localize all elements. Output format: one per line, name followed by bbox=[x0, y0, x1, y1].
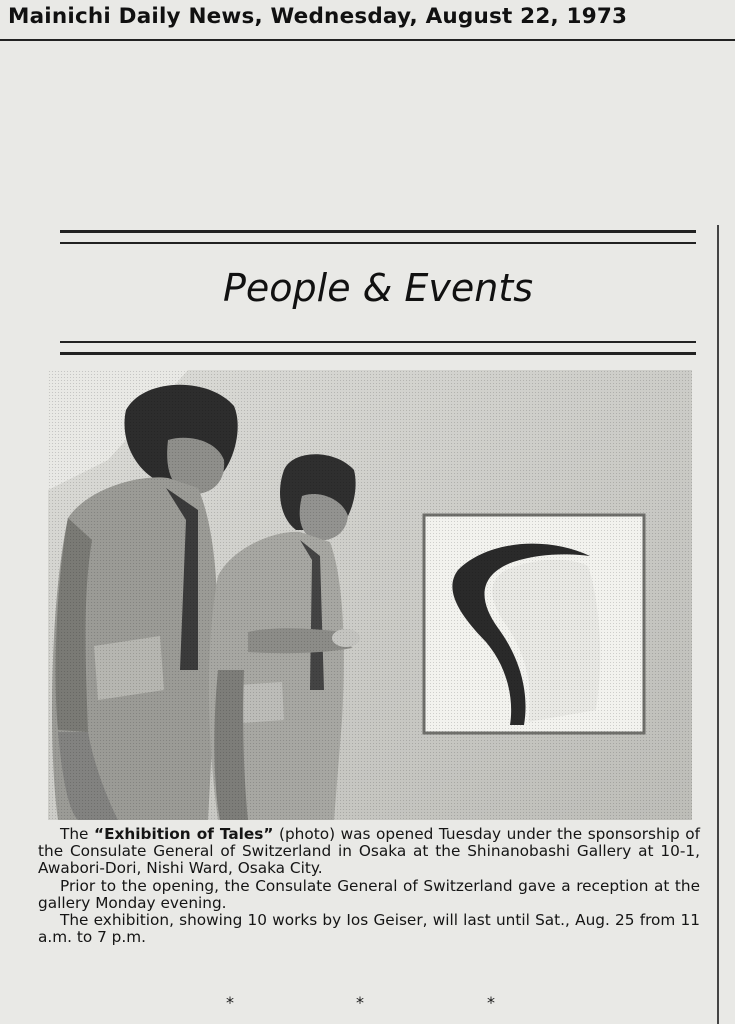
section-title: People & Events bbox=[222, 266, 534, 310]
exhibition-title: “Exhibition of Tales” bbox=[94, 825, 274, 843]
article-paragraph-1-text: (photo) was opened Tuesday under the sponsorship of the Consulate General of Switzerland in Osaka at the Shinanobashi Gallery at 10-1, Awabori-Dori, Nishi Ward, Osaka City. bbox=[38, 825, 700, 878]
end-separator bbox=[0, 993, 735, 1017]
article-body bbox=[38, 826, 700, 946]
separator-star: * bbox=[487, 993, 495, 1012]
article-lead: The bbox=[60, 825, 89, 843]
article-paragraph-1 bbox=[38, 826, 700, 878]
section-rule-top-2 bbox=[60, 242, 696, 244]
exhibition-photo bbox=[48, 370, 692, 820]
separator-star: * bbox=[356, 993, 364, 1012]
section-rule-top-1 bbox=[60, 230, 696, 233]
masthead-rule bbox=[0, 39, 735, 41]
section-rule-bottom-2 bbox=[60, 352, 696, 355]
article-paragraph-3: The exhibition, showing 10 works by Ios Geiser, will last until Sat., Aug. 25 from 11 a.m. to 7 p.m. bbox=[38, 911, 700, 947]
masthead-dateline: Mainichi Daily News, Wednesday, August 22, 1973 bbox=[8, 4, 628, 29]
article-paragraph-2: Prior to the opening, the Consulate General of Switzerland gave a reception at the gallery Monday evening. bbox=[38, 876, 700, 912]
column-rule bbox=[717, 225, 719, 1024]
section-rule-bottom-1 bbox=[60, 341, 696, 343]
separator-star: * bbox=[226, 993, 234, 1012]
